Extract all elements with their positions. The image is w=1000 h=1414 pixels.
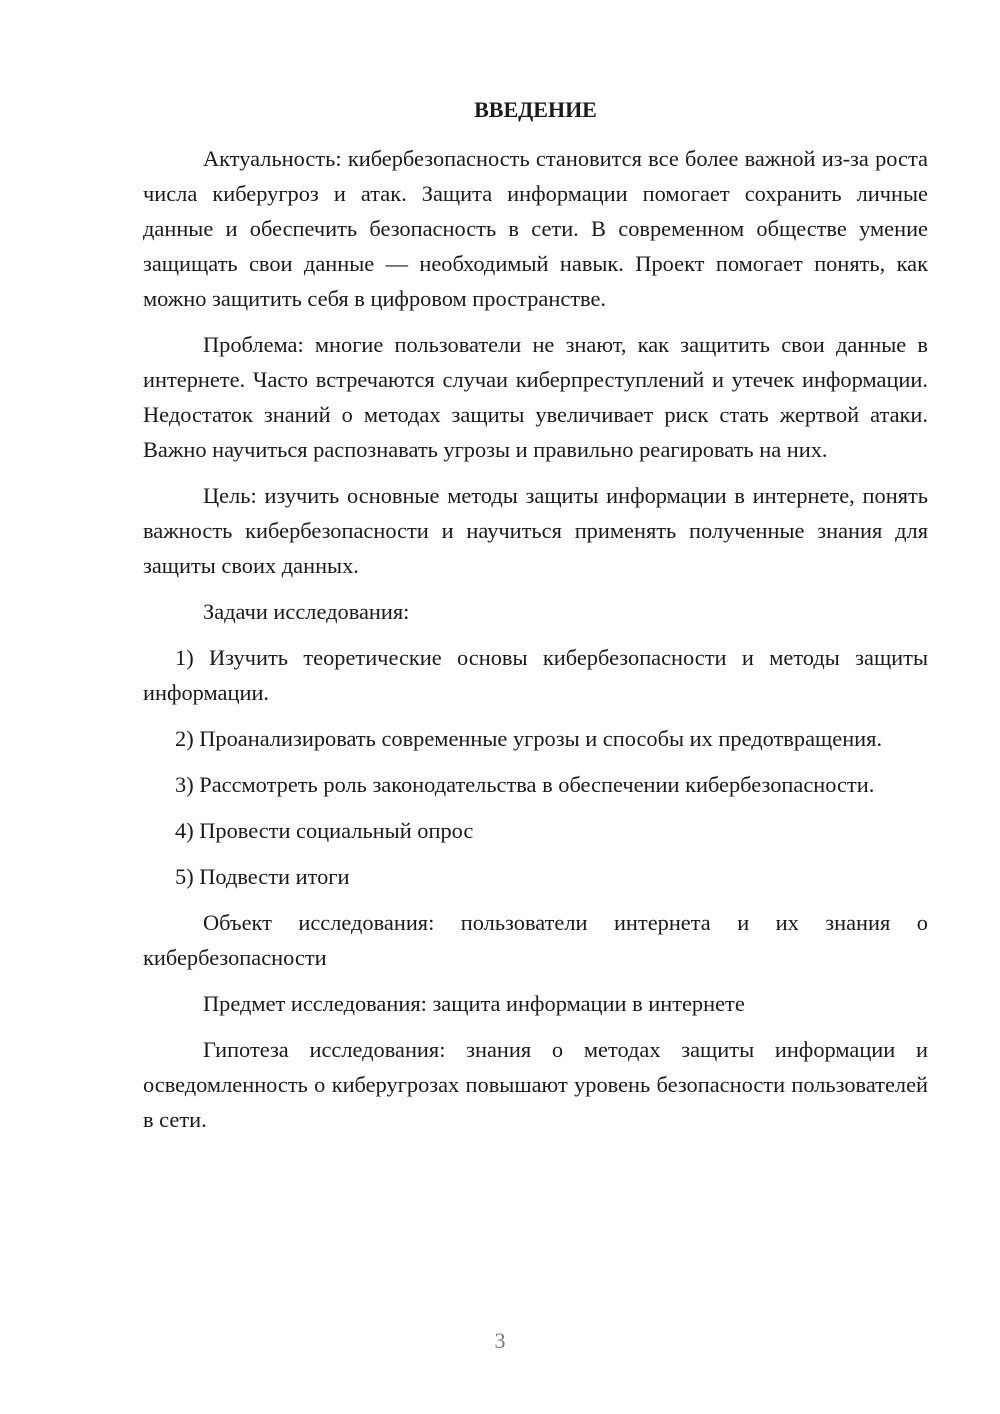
tasks-list xyxy=(143,640,928,894)
document-page xyxy=(143,92,928,1148)
task-item-5: 5) Подвести итоги xyxy=(175,864,350,889)
task-item-2: 2) Проанализировать современные угрозы и способы их предотвращения. xyxy=(175,726,883,751)
tasks-heading: Задачи исследования: xyxy=(203,599,410,624)
relevance-paragraph: Актуальность: кибербезопасность становится все более важной из-за роста числа киберугроз и атак. Защита информации помогает сохранить личные данные и обеспечить безопасность в сети. В современном обществе умение защищать свои данные — необходимый навык. Проект помогает понять, как можно защитить себя в цифровом пространстве. xyxy=(143,146,928,311)
research-hypothesis: Гипотеза исследования: знания о методах защиты информации и осведомленность о киберугрозах повышают уровень безопасности пользователей в сети. xyxy=(143,1037,928,1132)
page-number: 3 xyxy=(494,1328,506,1353)
research-subject: Предмет исследования: защита информации в интернете xyxy=(203,991,745,1016)
task-item-1: 1) Изучить теоретические основы кибербезопасности и методы защиты информации. xyxy=(143,645,928,705)
task-item-4: 4) Провести социальный опрос xyxy=(175,818,474,843)
section-title: ВВЕДЕНИЕ xyxy=(474,97,597,122)
research-object: Объект исследования: пользователи интернета и их знания о кибербезопасности xyxy=(143,910,928,970)
goal-paragraph: Цель: изучить основные методы защиты информации в интернете, понять важность кибербезопасности и научиться применять полученные знания для защиты своих данных. xyxy=(143,483,928,578)
problem-paragraph: Проблема: многие пользователи не знают, как защитить свои данные в интернете. Часто встречаются случаи киберпреступлений и утечек информации. Недостаток знаний о методах защиты увеличивает риск стать жертвой атаки. Важно научиться распознавать угрозы и правильно реагировать на них. xyxy=(143,332,928,462)
task-item-3: 3) Рассмотреть роль законодательства в обеспечении кибербезопасности. xyxy=(175,772,875,797)
